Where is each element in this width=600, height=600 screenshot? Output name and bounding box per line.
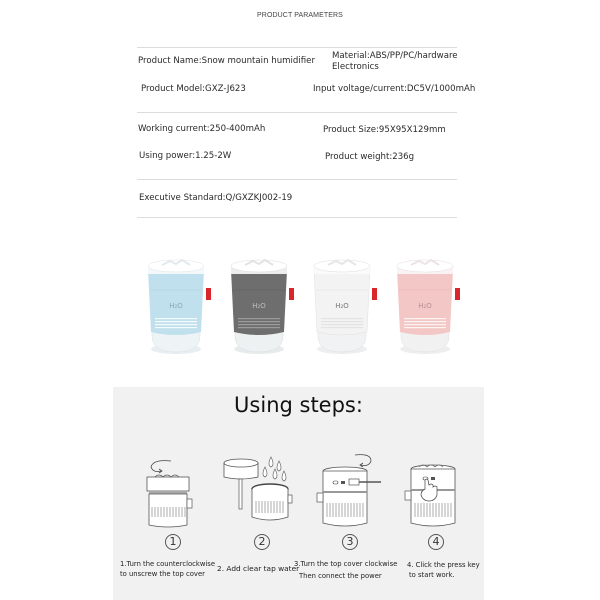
press-key-icon [399,451,479,535]
product-image-gray [223,256,301,356]
divider [137,47,457,48]
step-2-caption: 2. Add clear tap water [217,564,300,573]
svg-text:H₂O: H₂O [169,302,183,310]
step-2-illustration [218,453,308,537]
divider [137,112,457,113]
step-2-number: 2 [254,534,270,550]
param-product-name: Product Name:Snow mountain humidifier [138,56,315,66]
step-3-number: 3 [342,534,358,550]
svg-text:H₂O: H₂O [252,302,266,310]
param-product-weight: Product weight:236g [325,152,415,162]
product-image-white [306,256,384,356]
param-material-line1: Material:ABS/PP/PC/hardware [332,51,458,61]
add-water-icon [218,453,308,537]
step-4-number: 4 [428,534,444,550]
param-material-line2: Electronics [332,62,379,72]
param-product-model: Product Model:GXZ-J623 [141,84,246,94]
step-4-illustration [399,451,479,535]
param-executive-standard: Executive Standard:Q/GXZKJ002-19 [139,193,293,203]
step-3-illustration [311,451,401,535]
svg-text:H₂O: H₂O [418,302,432,310]
product-image-blue [140,256,218,356]
param-working-current: Working current:250-400mAh [138,124,266,134]
humidifier-icon [306,256,384,356]
step-1-number: 1 [165,534,181,550]
param-input-voltage: Input voltage/current:DC5V/1000mAh [313,84,476,94]
param-material [332,51,458,73]
param-using-power: Using power:1.25-2W [139,151,232,161]
step-1-illustration [131,457,221,537]
divider [137,217,457,218]
humidifier-icon [389,256,467,356]
step-3-caption: 3.Turn the top cover clockwise Then connect the power [294,560,398,580]
connect-power-icon [311,451,401,535]
using-steps-panel [113,387,484,600]
steps-title: Using steps: [234,393,363,417]
page-title: PRODUCT PARAMETERS [257,12,343,19]
unscrew-cover-icon [131,457,221,537]
humidifier-icon [223,256,301,356]
divider [137,179,457,180]
humidifier-icon [140,256,218,356]
svg-text:H₂O: H₂O [335,302,349,310]
product-color-variants [140,256,470,356]
product-image-pink [389,256,467,356]
step-4-caption: 4. Click the press key to start work. [407,561,480,579]
param-product-size: Product Size:95X95X129mm [323,125,446,135]
step-1-caption: 1.Turn the counterclockwise to unscrew the top cover [120,560,215,578]
